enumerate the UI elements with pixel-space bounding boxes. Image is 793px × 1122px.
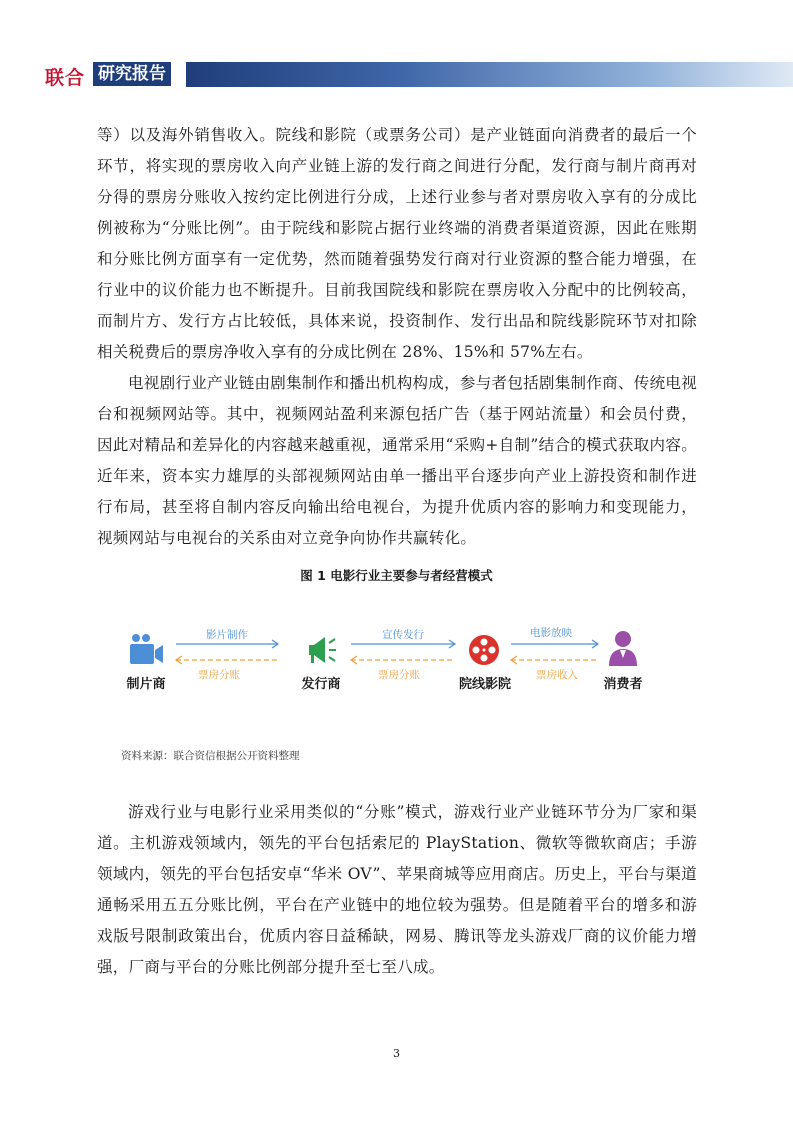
video-camera-icon <box>128 633 164 667</box>
node-cinema <box>450 633 520 692</box>
label-film-screening: 电影放映 <box>530 627 572 639</box>
paragraph-tv-industry: 电视剧行业产业链由剧集制作和播出机构构成，参与者包括剧集制作商、传统电视台和视频网站等。其中，视频网站盈利来源包括广告（基于网站流量）和会员付费，因此对精品和差异化的内容越来越重视，通常采用“采购+自制”结合的模式获取内容。近年来，资本实力雄厚的头部视频网站由单一播出平台逐步向产业上游投资和制作进行布局，甚至将自制内容反向输出给电视台，为提升优质内容的影响力和变现能力，视频网站与电视台的关系由对立竞争向协作共赢转化。 <box>97 374 697 547</box>
brand-name-report: 研究报告 <box>93 62 171 86</box>
node-consumer <box>588 629 658 692</box>
page-number: 3 <box>393 1047 400 1060</box>
header-gradient-bar <box>186 62 793 87</box>
paragraph-gaming-industry: 游戏行业与电影行业采用类似的“分账”模式，游戏行业产业链环节分为厂家和渠道。主机游戏领域内，领先的平台包括索尼的 PlayStation、微软等微软商店；手游领域内，领先的平台包括安卓“华米 OV”、苹果商城等应用商店。历史上，平台与渠道通畅采用五五分账比例，平台在产业链中的地位较为强势。但是随着平台的增多和游戏版号限制政策出台，优质内容日益稀缺，网易、腾讯等龙头游戏厂商的议价能力增强，厂商与平台的分账比例部分提升至七至八成。 <box>97 803 697 976</box>
report-header <box>0 58 793 88</box>
node-label-producer: 制片商 <box>126 677 166 692</box>
megaphone-icon <box>303 633 339 667</box>
person-icon <box>605 629 641 667</box>
figure-source-note: 资料来源：联合资信根据公开资料整理 <box>121 750 300 762</box>
label-box-office-share-1: 票房分账 <box>198 669 240 681</box>
node-label-cinema: 院线影院 <box>458 677 511 692</box>
brand-name-red: 联合 <box>45 67 86 89</box>
label-box-office-share-2: 票房分账 <box>378 669 420 681</box>
node-producer <box>111 633 181 692</box>
label-film-production: 影片制作 <box>206 629 248 641</box>
paragraph-cinema-revenue: 等）以及海外销售收入。院线和影院（或票务公司）是产业链面向消费者的最后一个环节，将实现的票房收入向产业链上游的发行商之间进行分配，发行商与制片商再对分得的票房分账收入按约定比例进行分成，上述行业参与者对票房收入享有的分成比例被称为“分账比例”。由于院线和影院占据行业终端的消费者渠道资源，因此在账期和分账比例方面享有一定优势，然而随着强势发行商对行业资源的整合能力增强，在行业中的议价能力也不断提升。目前我国院线和影院在票房收入分配中的比例较高，而制片方、发行方占比较低，具体来说，投资制作、发行出品和院线影院环节对扣除相关税费后的票房净收入享有的分成比例在 28%、15%和 57%左右。 <box>97 126 697 361</box>
node-label-consumer: 消费者 <box>603 677 643 692</box>
label-promotion-distribution: 宣传发行 <box>382 629 424 641</box>
film-industry-diagram <box>118 615 658 715</box>
label-box-office-revenue: 票房收入 <box>536 669 578 681</box>
node-distributor <box>286 633 356 692</box>
node-label-distributor: 发行商 <box>301 677 341 692</box>
figure-title: 图 1 电影行业主要参与者经营模式 <box>300 568 493 583</box>
film-reel-icon <box>467 633 503 667</box>
